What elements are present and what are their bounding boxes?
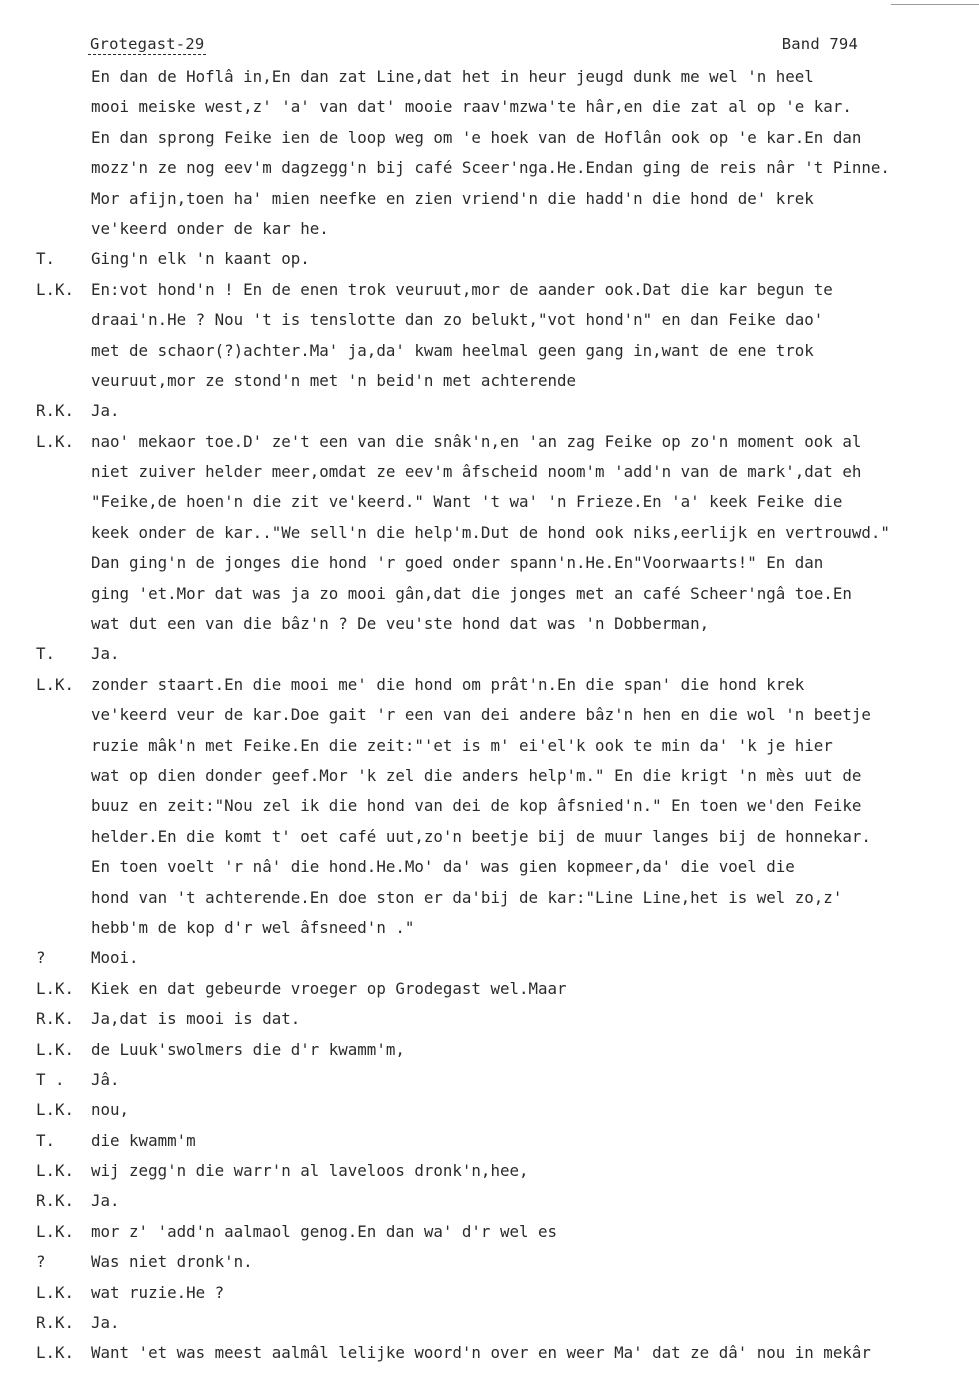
utterance-text: Was niet dronk'n. [91,1252,253,1272]
speaker-label: L.K. [36,1282,75,1302]
transcript-line [36,487,966,517]
transcript-line [36,609,966,639]
utterance-text: Mooi. [91,948,139,968]
transcript-line [36,943,966,973]
transcript-line [36,731,966,761]
utterance-text: mozz'n ze nog eev'm dagzegg'n bij café Sceer'nga.He.Endan ging de reis nâr 't Pinne. [91,158,890,178]
transcript-line [36,883,966,913]
utterance-text: nou, [91,1100,130,1120]
utterance-text: wat ruzie.He ? [91,1282,225,1302]
utterance-text: niet zuiver helder meer,omdat ze eev'm âfscheid noom'm 'add'n van de mark',dat eh [91,462,862,482]
speaker-label: L.K. [36,431,75,451]
transcript-line [36,913,966,943]
speaker-label: ? [36,1252,46,1272]
speaker-label: R.K. [36,1313,75,1333]
speaker-label: L.K. [36,674,75,694]
transcript-line [36,305,966,335]
utterance-text: wat op dien donder geef.Mor 'k zel die anders help'm." En die krigt 'n mès uut de [91,765,862,785]
utterance-text: En dan sprong Feike ien de loop weg om 'e hoek van de Hoflân ook op 'e kar.En dan [91,127,862,147]
speaker-label: T. [36,249,56,269]
transcript-line [36,1186,966,1216]
speaker-label: L.K. [36,1343,75,1363]
transcript-line [36,1065,966,1095]
transcript-line [36,366,966,396]
utterance-text: Want 'et was meest aalmâl lelijke woord'n over en weer Ma' dat ze dâ' nou in mekâr [91,1343,871,1363]
utterance-text: hond van 't achterende.En doe ston er da'bij de kar:"Line Line,het is wel zo,z' [91,887,843,907]
utterance-text: Ja. [91,1313,120,1333]
utterance-text: die kwamm'm [91,1130,196,1150]
transcript-line [36,579,966,609]
speaker-label: L.K. [36,1221,75,1241]
utterance-text: Dan ging'n de jonges die hond 'r goed onder spann'n.He.En"Voorwaarts!" En dan [91,553,824,573]
transcript-line [36,822,966,852]
transcript-line [36,123,966,153]
utterance-text: Ja. [91,401,120,421]
speaker-label: T . [36,1069,65,1089]
utterance-text: ve'keerd veur de kar.Doe gait 'r een van dei andere bâz'n hen en die wol 'n beetje [91,705,871,725]
utterance-text: Ja. [91,1191,120,1211]
utterance-text: Ging'n elk 'n kaant op. [91,249,310,269]
transcript-body [36,62,966,1369]
top-rule [891,4,979,5]
utterance-text: ve'keerd onder de kar he. [91,218,329,238]
utterance-text: En:vot hond'n ! En de enen trok veuruut,mor de aander ook.Dat die kar begun te [91,279,833,299]
speaker-label: L.K. [36,1100,75,1120]
speaker-label: L.K. [36,1039,75,1059]
transcript-line [36,791,966,821]
utterance-text: En toen voelt 'r nâ' die hond.He.Mo' da' was gien kopmeer,da' die voel die [91,857,795,877]
utterance-text: mor z' 'add'n aalmaol genog.En dan wa' d'r wel es [91,1221,558,1241]
speaker-label: L.K. [36,279,75,299]
utterance-text: "Feike,de hoen'n die zit ve'keerd." Want 't wa' 'n Frieze.En 'a' keek Feike die [91,492,843,512]
transcript-line [36,518,966,548]
speaker-label: ? [36,948,46,968]
utterance-text: helder.En die komt t' oet café uut,zo'n beetje bij de muur langes bij de honnekar. [91,826,871,846]
transcript-line [36,1247,966,1277]
utterance-text: veuruut,mor ze stond'n met 'n beid'n met achterende [91,370,577,390]
utterance-text: Jâ. [91,1069,120,1089]
transcript-line [36,457,966,487]
utterance-text: de Luuk'swolmers die d'r kwamm'm, [91,1039,405,1059]
band-number: Band 794 [781,35,858,53]
transcript-line [36,153,966,183]
transcript-line [36,62,966,92]
transcript-line [36,1004,966,1034]
utterance-text: wij zegg'n die warr'n al laveloos dronk'n,hee, [91,1161,529,1181]
document-title: Grotegast-29 [90,35,205,53]
utterance-text: keek onder de kar.."We sell'n die help'm.Dut de hond ook niks,eerlijk en vertrouwd." [91,522,890,542]
transcript-line [36,639,966,669]
transcript-line [36,396,966,426]
transcript-line [36,974,966,1004]
utterance-text: draai'n.He ? Nou 't is tenslotte dan zo belukt,"vot hond'n" en dan Feike dao' [91,310,824,330]
transcript-line [36,1156,966,1186]
transcript-line [36,214,966,244]
speaker-label: R.K. [36,1191,75,1211]
speaker-label: L.K. [36,978,75,998]
transcript-line [36,275,966,305]
page-header [88,34,858,58]
transcript-line [36,184,966,214]
speaker-label: T. [36,1130,56,1150]
speaker-label: T. [36,644,56,664]
speaker-label: R.K. [36,401,75,421]
transcript-line [36,1338,966,1368]
utterance-text: Kiek en dat gebeurde vroeger op Grodegast wel.Maar [91,978,567,998]
utterance-text: Mor afijn,toen ha' mien neefke en zien vriend'n die hadd'n die hond de' krek [91,188,814,208]
transcript-line [36,244,966,274]
transcript-line [36,336,966,366]
transcript-line [36,92,966,122]
utterance-text: Ja. [91,644,120,664]
transcript-line [36,670,966,700]
transcript-line [36,1035,966,1065]
utterance-text: ruzie mâk'n met Feike.En die zeit:"'et is m' ei'el'k ook te min da' 'k je hier [91,735,833,755]
transcript-line [36,1217,966,1247]
transcript-line [36,427,966,457]
transcript-line [36,548,966,578]
speaker-label: L.K. [36,1161,75,1181]
transcript-line [36,1278,966,1308]
utterance-text: ging 'et.Mor dat was ja zo mooi gân,dat die jonges met an café Scheer'ngâ toe.En [91,583,852,603]
transcript-line [36,700,966,730]
speaker-label: R.K. [36,1009,75,1029]
utterance-text: wat dut een van die bâz'n ? De veu'ste hond dat was 'n Dobberman, [91,614,710,634]
utterance-text: mooi meiske west,z' 'a' van dat' mooie raav'mzwa'te hâr,en die zat al op 'e kar. [91,97,852,117]
transcript-line [36,1308,966,1338]
transcript-line [36,852,966,882]
transcript-line [36,761,966,791]
utterance-text: buuz en zeit:"Nou zel ik die hond van dei de kop âfsnied'n." En toen we'den Feike [91,796,862,816]
utterance-text: hebb'm de kop d'r wel âfsneed'n ." [91,917,415,937]
utterance-text: Ja,dat is mooi is dat. [91,1009,301,1029]
utterance-text: En dan de Hoflâ in,En dan zat Line,dat het in heur jeugd dunk me wel 'n heel [91,67,814,86]
transcript-line [36,1126,966,1156]
transcript-line [36,1095,966,1125]
utterance-text: nao' mekaor toe.D' ze't een van die snâk'n,en 'an zag Feike op zo'n moment ook al [91,431,862,451]
utterance-text: met de schaor(?)achter.Ma' ja,da' kwam heelmal geen gang in,want de ene trok [91,340,814,360]
utterance-text: zonder staart.En die mooi me' die hond om prât'n.En die span' die hond krek [91,674,805,694]
